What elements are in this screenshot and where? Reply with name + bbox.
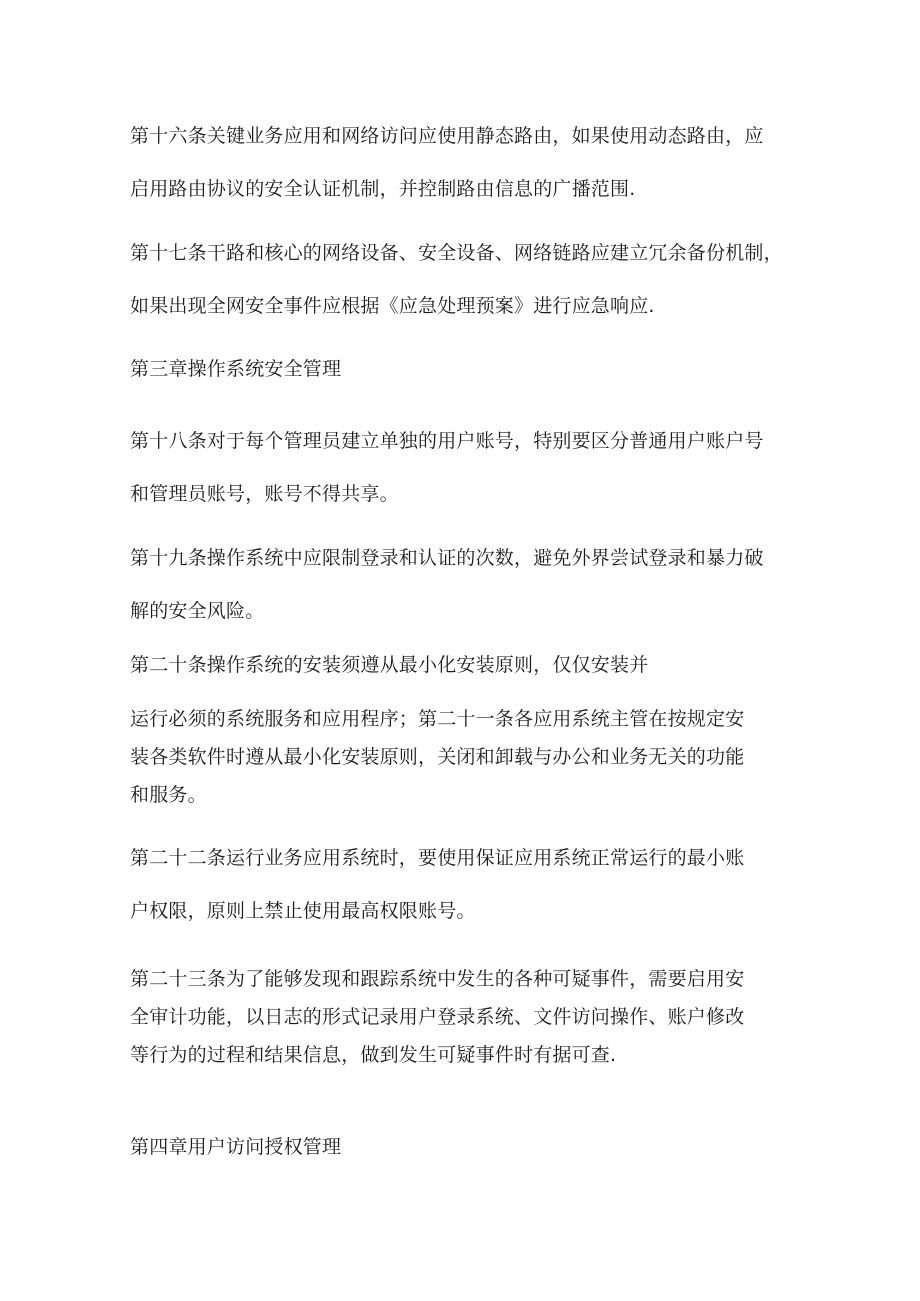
text-line: 第十八条对于每个管理员建立单独的用户账号，特别要区分普通用户账户号 [130, 430, 764, 452]
text-line: 第二十二条运行业务应用系统时，要使用保证应用系统正常运行的最小账 [130, 847, 745, 869]
text-line: 户权限，原则上禁止使用最高权限账号。 [130, 900, 476, 922]
text-line: 启用路由协议的安全认证机制，并控制路由信息的广播范围. [130, 178, 636, 200]
paragraph-article-23 [130, 966, 795, 1068]
text-line: 第二十三条为了能够发现和跟踪系统中发生的各种可疑事件，需要启用安 [130, 968, 745, 990]
text-line: 第十七条干路和核心的网络设备、安全设备、网络链路应建立冗余备份机制， [130, 242, 783, 264]
paragraph-article-19 [130, 545, 795, 624]
text-line: 第二十条操作系统的安装须遵从最小化安装原则，仅仅安装并 [130, 654, 649, 676]
text-line: 运行必须的系统服务和应用程序；第二十一条各应用系统主管在按规定安 [130, 708, 745, 730]
paragraph-article-20 [130, 652, 795, 678]
text-line: 全审计功能，以日志的形式记录用户登录系统、文件访问操作、账户修改 [130, 1006, 745, 1028]
chapter-heading-3 [130, 356, 795, 382]
paragraph-article-18 [130, 428, 795, 507]
text-line: 和服务。 [130, 784, 207, 806]
paragraph-article-22 [130, 845, 795, 924]
paragraph-article-16 [130, 123, 795, 202]
heading-text: 第三章操作系统安全管理 [130, 358, 342, 380]
text-line: 第十九条操作系统中应限制登录和认证的次数，避免外界尝试登录和暴力破 [130, 547, 764, 569]
chapter-heading-4 [130, 1134, 795, 1160]
text-line: 如果出现全网安全事件应根据《应急处理预案》进行应急响应. [130, 295, 655, 317]
heading-text: 第四章用户访问授权管理 [130, 1136, 342, 1158]
text-line: 第十六条关键业务应用和网络访问应使用静态路由，如果使用动态路由，应 [130, 125, 764, 147]
paragraph-article-20-continued [130, 706, 795, 808]
paragraph-article-17 [130, 240, 795, 319]
text-line: 和管理员账号，账号不得共享。 [130, 483, 399, 505]
text-line: 等行为的过程和结果信息，做到发生可疑事件时有据可查. [130, 1044, 617, 1066]
text-line: 装各类软件时遵从最小化安装原则，关闭和卸载与办公和业务无关的功能 [130, 746, 745, 768]
text-line: 解的安全风险。 [130, 600, 265, 622]
